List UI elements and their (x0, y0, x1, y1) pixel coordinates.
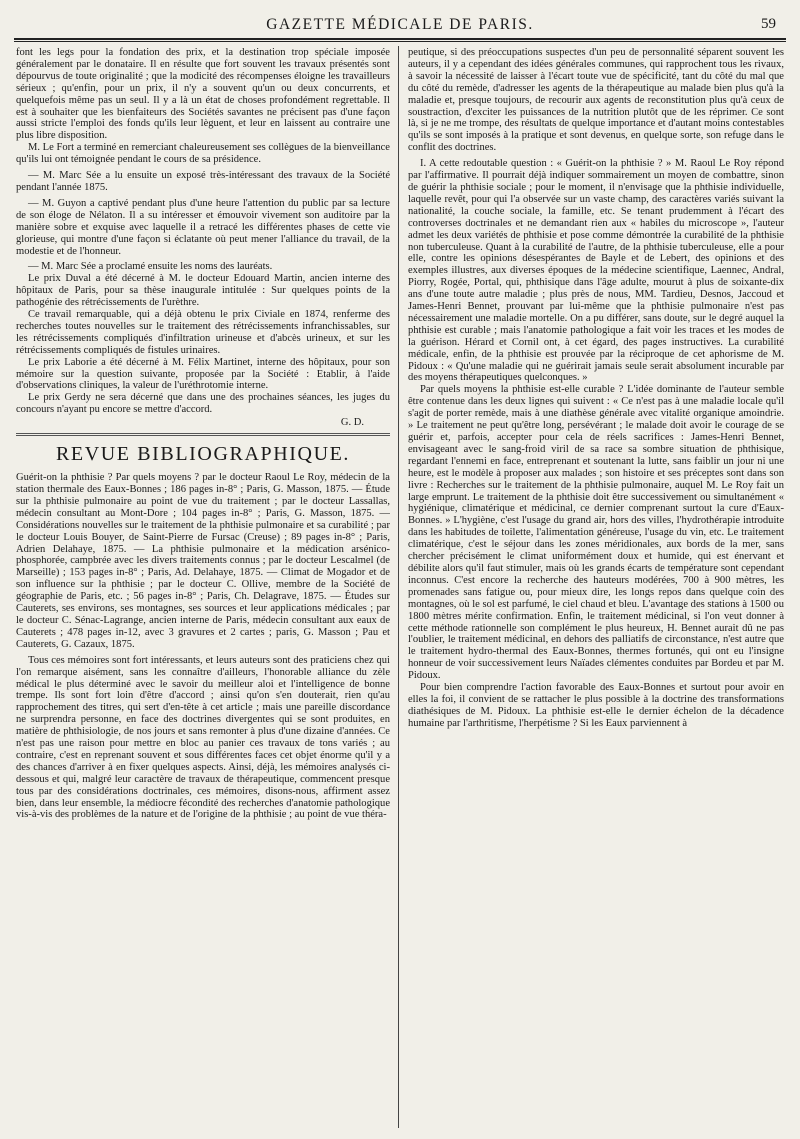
column-divider (398, 46, 399, 1128)
paragraph: — M. Guyon a captivé pendant plus d'une heure l'attention du public par sa lecture de son éloge de Nélaton. Il a su intéresser et émouvoir vivement son auditoire par la manière sobre et exquise avec laquelle il a retracé les différentes phases de cette vie glorieuse, qui montre d'une façon si éclatante où peut mener l'alliance du travail, de la modestie et de l'honneur. (16, 197, 390, 257)
paragraph: font les legs pour la fondation des prix, et la destination trop spéciale imposée généralement par le donataire. Il en résulte que fort souvent les travaux présentés sont dépourvus de toute originalité ; que la modicité des récompenses éloigne les travailleurs sérieux ; qu'enfin, pour un prix, il n'y a souvent qu'un ou deux concurrents, et quelquefois même pas un seul. Il y a là un état de choses profondément regrettable. Il est à souhaiter que les bienfaiteurs des Sociétés savantes ne précisent pas d'une façon aussi stricte l'emploi des fonds qu'ils leur lèguent, et leur en laissent au contraire une plus libre disposition. (16, 47, 390, 142)
paragraph: Par quels moyens la phthisie est-elle curable ? L'idée dominante de l'auteur semble être contenue dans les deux lignes qui suivent : « Ce n'est pas à une maladie locale qu'il s'agit de porter remède, mais à une diathèse générale avec vitalité organique amoindrie. » Le traitement ne peut qu'être long, persévérant ; le malade doit avoir le courage de se guérir et, parfois, accepter pour cela de réels sacrifices : James-Henri Bennet, envisageant avec le sang-froid viril de sa race sa sombre situation de phthisique, regardant l'ennemi en face, entreprenant et soutenant la lutte, sans faiblir un jour ni une heure, est le modèle à proposer aux malades ; son histoire et ses préceptes sont dans son livre : Recherches sur le traitement de la phthisie pulmonaire, auquel M. Le Roy fait un large emprunt. Le traitement de la phthisie doit être successivement ou simultanément « hygiénique, climatérique et médicinal, ce dernier comprenant surtout la cure d'Eaux-Bonnes. » L'hygiène, c'est l'usage du grand air, hors des villes, l'hydrothérapie introduite dans les habitudes de toilette, l'alimentation généreuse, l'usage du vin, etc. Le traitement climatérique, c'est le séjour dans les zones méridionales, aux bords de la mer, sans chercher précisément le climat uniformément doux et humide, qui est énervant et débilite alors qu'il faut stimuler, mais où les grands écarts de température sont cependant inconnus. C'est encore la recherche des hauteurs modérées, 700 à 900 mètres, les promenades sans fatigue ou, pour mieux dire, les longs repos dans quelque coin des montagnes, où le sol est parfumé, le ciel chaud et bleu. L'avantage des stations à 1500 ou 1800 mètres mérite confirmation. Enfin, le traitement médicinal, si l'on veut donner à cette méthode rationnelle son complément le plus heureux, H. Bennet aurait dû ne pas l'oublier, le traitement médicinal, en dehors des palliatifs de circonstance, n'est autre que le traitement hydro-thermal des Eaux-Bonnes, thermes fortunés, qui ont eu l'insigne honneur de voir successivement leurs Naïades clémentes conduites par Bordeu et par M. Pidoux. (408, 384, 784, 682)
header-rule (14, 38, 786, 42)
section-separator (16, 433, 390, 436)
section-title: REVUE BIBLIOGRAPHIQUE. (55, 443, 351, 466)
signature: G. D. (340, 417, 364, 429)
paragraph: — M. Marc Sée a proclamé ensuite les noms des lauréats. (28, 261, 273, 273)
page-number: 59 (761, 16, 776, 32)
paragraph: — M. Marc Sée a lu ensuite un exposé très-intéressant des travaux de la Société pendant l'année 1875. (16, 170, 390, 193)
paragraph: Le prix Gerdy ne sera décerné que dans une des prochaines séances, les juges du concours n'ayant pu encore se mettre d'accord. (16, 392, 390, 416)
paragraph: Tous ces mémoires sont fort intéressants, et leurs auteurs sont des praticiens chez qui l'on remarque aisément, sans les connaître d'ailleurs, l'honorable alliance du zèle médical le plus déterminé avec le savoir du meilleur aloi et l'intelligence de bonne trempe. Ils sont fort loin d'être d'accord ; ainsi qu'on s'en douterait, rien qu'au rapprochement des titres, qui sert d'en-tête à cet article ; mais une pareille discordance ne surprendra personne, en face des doctrines divergentes qui se sont produites, en matière de phthisiologie, de nos jours et sans remonter à plus d'une dizaine d'années. Ce n'est pas une raison pour mettre en bloc au panier ces travaux de tons variés ; au contraire, c'est en reprenant souvent et sous différentes faces cet objet énorme qu'il y a des chances d'arriver à en fixer quelques aspects. Ainsi, déjà, les mémoires analysés ci-dessous et qui, malgré leur caractère de travaux de thérapeutique, commencent presque tous par des considérations doctrinales, ces mémoires, disons-nous, affirment assez bien, dans leur ensemble, la médiocre fécondité des recherches d'anatomie pathologique vis-à-vis des problèmes de la nature et de l'origine de la phthisie ; au point de vue théra- (16, 654, 390, 821)
bibliography-list: Guérit-on la phthisie ? Par quels moyens ? par le docteur Raoul Le Roy, médecin de la station thermale des Eaux-Bonnes ; 186 pages in-8° ; Paris, G. Masson, 1875. — Étude sur la phthisie pulmonaire au point de vue du traitement ; par le docteur Lassallas, médecin consultant au Mont-Dore ; 104 pages in-8° ; Paris, G. Masson, 1875. — Considérations nouvelles sur le traitement de la phthisie pulmonaire et sa curabilité ; par le docteur Louis Bouyer, de Saint-Pierre de Fursac (Creuse) ; 89 pages in-8° ; Paris, Adrien Delahaye, 1875. — La phthisie pulmonaire et la médication arsénico-phosphorée, campbrée avec les divers traitements connus ; par le docteur Lescalmel (de Marseille) ; 153 pages in-8° ; Paris, Ad. Delahaye, 1875. — Climat de Mogador et de son influence sur la phthisie ; par le docteur C. Ollive, membre de la Société de géographie de Paris, etc. ; 56 pages in-8° ; Paris, Ch. Delagrave, 1875. — Études sur Cauterets, ses environs, ses montagnes, ses sources et leur applications médicales ; par le docteur C. Sénac-Lagrange, ancien interne de Paris, médecin consultant aux eaux de Cauterets ; 478 pages in-12, avec 3 gravures et 2 cartes ; paris, G. Masson ; Pau et Cauterets, G. Cazaux, 1875. (16, 472, 390, 650)
paragraph: I. A cette redoutable question : « Guérit-on la phthisie ? » M. Raoul Le Roy répond par l'affirmative. Il pourrait déjà indiquer sommairement un moyen de combattre, sinon de guérir la phthisie sociale ; pour le moment, il n'envisage que la phthisie individuelle, laquelle revêt, pour qui l'a observée sur un vaste champ, des caractères variés suivant la nationalité, la couche sociale, la famille, etc. Se tenant prudemment à l'écart des controverses doctrinales et ne demandant rien aux « habiles du microscope », l'auteur admet les deux variétés de phthisie et pose comme démontrée la curabilité de la phthisie non tuberculeuse. Quant à la curabilité de l'autre, de la phthisie tuberculeuse, elle a pour elle, contre les opinions désespérantes de Bayle et de Lebert, des opinions et des exemples illustres, aux diverses époques de la médecine scientifique, Laennec, Andral, Piorry, Rogée, Portal, qui, phthisique dans l'âge adulte, mourut à plus de soixante-dix ans d'une toute autre maladie ; plus près de nous, MM. Tardieu, Desnos, Jaccoud et James-Henri Bennet, prouvant par lui-même que la phthisie pulmonaire n'est pas nécessairement une maladie mortelle. On a pu différer, sans doute, sur le degré auquel la phthisie est curable ; mais l'anatomie pathologique a fait voir les traces et les modes de la guérison. Hérard et Cornil ont, à cet égard, des pages instructives. La curabilité médicale, enfin, de la phthisie est prouvée par la réciproque de cet aphorisme de M. Pidoux : « Qu'une maladie qui ne guérirait jamais seule serait absolument incurable par des moyens thérapeutiques quelconques. » (408, 158, 784, 384)
paragraph: M. Le Fort a terminé en remerciant chaleureusement ses collègues de la bienveillance qu'ils lui ont témoignée pendant le cours de sa présidence. (16, 142, 390, 166)
journal-title: GAZETTE MÉDICALE DE PARIS. (266, 16, 534, 33)
paragraph: Ce travail remarquable, qui a déjà obtenu le prix Civiale en 1874, renferme des recherches toutes nouvelles sur le traitement des rétrécissements infranchissables, sur les rétrécissements compliqués d'infiltration urineuse et d'abcès urineux, et sur les rétrécissements compliqués de fistules urinaires. (16, 309, 390, 356)
paragraph: Le prix Duval a été décerné à M. le docteur Edouard Martin, ancien interne des hôpitaux de Paris, pour sa thèse inaugurale intitulée : Sur quelques points de la pathogénie des rétrécissements de l'urèthre. (16, 273, 390, 309)
paragraph: peutique, si des préoccupations suspectes d'un peu de personnalité séparent souvent les auteurs, il y a cependant des idées générales communes, qui rapprochent tous les rivaux, à savoir la nécessité de laisser à l'écart toute vue de spécificité, tant du côté du mal que du côté du remède, d'adresser les agents de la thérapeutique au malade bien plus qu'à la maladie et, presque toujours, de recourir aux agents de reconstitution plus qu'à ceux de soustraction, d'exciter les puissances de la nutrition plutôt que de les réprimer. Ce sont là, si je ne me trompe, des résultats de quelque importance et d'autant moins contestables qu'ils se sont imposés à la pratique et sont devenus, en quelque sorte, son refuge dans le conflit des doctrines. (408, 47, 784, 154)
left-column (16, 47, 390, 1127)
right-column (408, 47, 784, 1127)
paragraph: Pour bien comprendre l'action favorable des Eaux-Bonnes et surtout pour avoir en elles la foi, il convient de se rattacher le plus possible à la doctrine des transformations diathésiques de M. Pidoux. La phthisie est-elle le dernier échelon de la décadence humaine par l'arthritisme, l'herpétisme ? Si les Eaux parviennent à (408, 682, 784, 729)
page-header (14, 12, 786, 38)
paragraph: Le prix Laborie a été décerné à M. Félix Martinet, interne des hôpitaux, pour son mémoire sur la question suivante, proposée par la Société : Etablir, à l'aide d'observations cliniques, la valeur de l'uréthrotomie interne. (16, 356, 390, 392)
